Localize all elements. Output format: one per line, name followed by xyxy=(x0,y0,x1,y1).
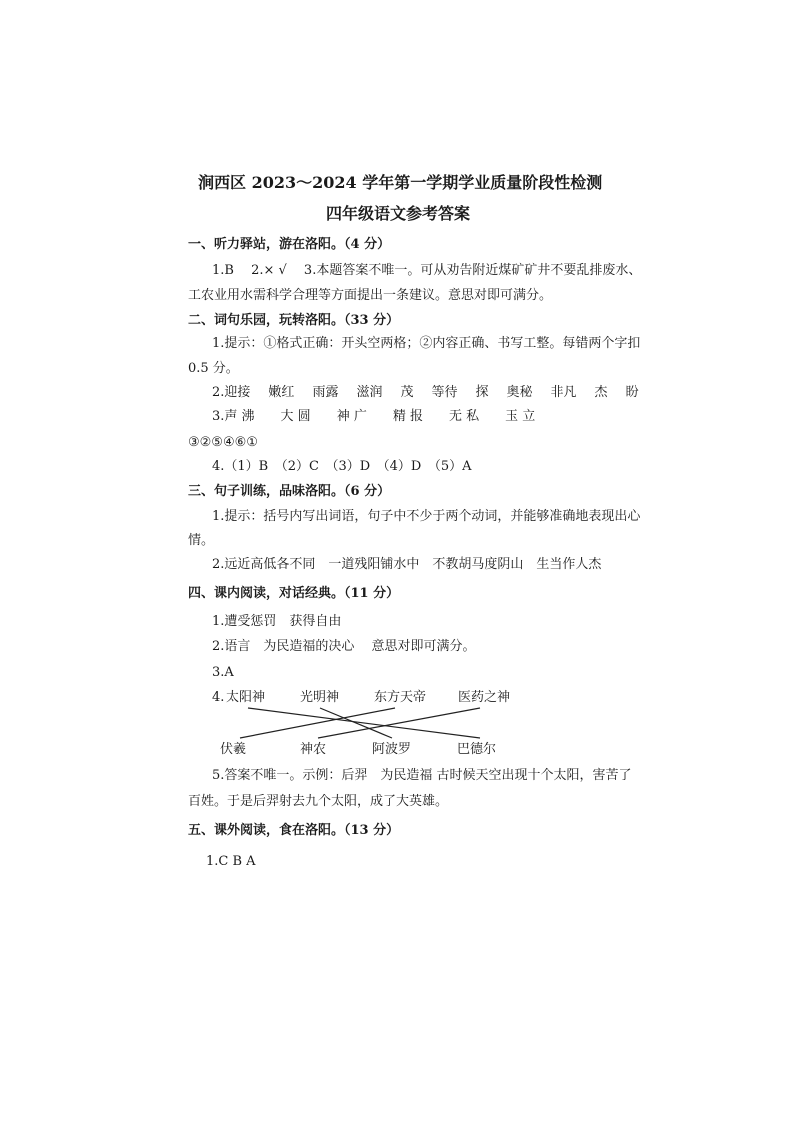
match-bottom-2: 神农 xyxy=(300,742,327,757)
section-4-line-3: 3.A xyxy=(212,665,234,680)
section-2-words-row xyxy=(212,384,639,402)
section-4-line-1: 1.遭受惩罚 获得自由 xyxy=(212,614,342,629)
pairs-label: 3. xyxy=(212,409,225,424)
match-line xyxy=(248,708,480,738)
match-line xyxy=(318,708,480,738)
word-item: 迎接 xyxy=(224,385,251,400)
word-item: 茂 xyxy=(400,385,414,400)
section-4-line-2: 2.语言 为民造福的决心 意思对即可满分。 xyxy=(212,639,476,654)
match-bottom-3: 阿波罗 xyxy=(372,742,412,757)
pair-item: 无 私 xyxy=(448,409,480,424)
word-item: 雨露 xyxy=(312,385,339,400)
pair-item: 声 沸 xyxy=(224,409,255,424)
document-subtitle: 四年级语文参考答案 xyxy=(326,204,471,223)
section-2-q4: 4.（1）B （2）C （3）D （4）D （5）A xyxy=(212,459,472,474)
section-4-heading: 四、课内阅读，对话经典。（11 分） xyxy=(188,586,400,601)
match-label: 4. xyxy=(212,690,225,705)
section-2-order: ③②⑤④⑥① xyxy=(188,435,258,450)
match-bottom-4: 巴德尔 xyxy=(457,742,497,757)
word-item: 盼 xyxy=(625,385,639,400)
pair-item: 神 广 xyxy=(336,409,367,424)
words-label: 2. xyxy=(212,385,225,400)
match-line xyxy=(320,708,392,738)
word-item: 奥秘 xyxy=(506,385,533,400)
word-item: 嫩红 xyxy=(268,385,295,400)
word-item: 杰 xyxy=(594,385,608,400)
match-top-1: 太阳神 xyxy=(226,690,266,705)
section-2-line-2: 0.5 分。 xyxy=(188,361,239,376)
section-1-line-1: 1.B 2.× √ 3.本题答案不唯一。可从劝告附近煤矿矿井不要乱排废水、 xyxy=(212,263,642,278)
pair-item: 玉 立 xyxy=(505,409,536,424)
section-2-pairs-row xyxy=(212,408,535,426)
pair-item: 大 圆 xyxy=(280,409,311,424)
section-4-line-5a: 5.答案不唯一。示例：后羿 为民造福 古时候天空出现十个太阳，害苦了 xyxy=(212,768,632,783)
match-top-3: 东方天帝 xyxy=(374,690,427,705)
section-3-line-1: 1.提示：括号内写出词语，句子中不少于两个动词，并能够准确地表现出心 xyxy=(212,509,641,524)
match-top-4: 医药之神 xyxy=(458,690,511,705)
section-2-heading: 二、词句乐园，玩转洛阳。（33 分） xyxy=(188,313,400,328)
pair-item: 精 报 xyxy=(392,409,423,424)
word-item: 非凡 xyxy=(550,385,577,400)
word-item: 滋润 xyxy=(356,385,383,400)
match-line xyxy=(240,708,395,738)
section-1-heading: 一、听力驿站，游在洛阳。（4 分） xyxy=(188,237,391,252)
section-5-line-1: 1.C B A xyxy=(206,854,256,869)
section-5-heading: 五、课外阅读，食在洛阳。（13 分） xyxy=(188,823,400,838)
section-2-line-1: 1.提示：①格式正确：开头空两格；②内容正确、书写工整。每错两个字扣 xyxy=(212,336,641,351)
section-3-line-2: 情。 xyxy=(188,533,215,548)
section-3-line-3: 2.远近高低各不同 一道残阳铺水中 不教胡马度阴山 生当作人杰 xyxy=(212,557,602,572)
document-title: 涧西区 2023～2024 学年第一学期学业质量阶段性检测 xyxy=(198,173,603,192)
match-bottom-1: 伏羲 xyxy=(220,742,247,757)
section-1-line-2: 工农业用水需科学合理等方面提出一条建议。意思对即可满分。 xyxy=(188,288,553,303)
section-3-heading: 三、句子训练，品味洛阳。（6 分） xyxy=(188,484,391,499)
match-top-2: 光明神 xyxy=(300,690,340,705)
word-item: 探 xyxy=(475,385,489,400)
section-4-line-5b: 百姓。于是后羿射去九个太阳，成了大英雄。 xyxy=(188,794,449,809)
word-item: 等待 xyxy=(431,385,458,400)
